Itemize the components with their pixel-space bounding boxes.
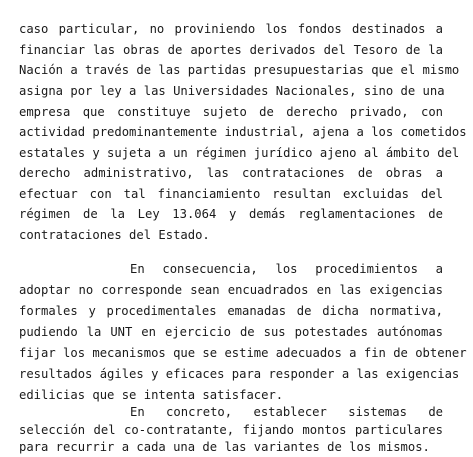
paragraph-1-line-2: financiar las obras de aportes derivados del Tesoro de la [19, 43, 443, 57]
paragraph-2-line-2: adoptar no corresponde sean encuadrados en las exigencias [19, 283, 443, 297]
paragraph-2-line-1: En consecuencia, los procedimientos a [130, 262, 443, 276]
paragraph-3-line-2: selección del co-contratante, fijando montos particulares [19, 423, 443, 437]
paragraph-1-line-11: contrataciones del Estado. [19, 228, 210, 242]
paragraph-2-line-7: edilicias que se intenta satisfacer. [19, 388, 284, 402]
paragraph-1-line-7: estatales y sujeta a un régimen jurídico ajeno al ámbito del [19, 146, 460, 160]
paragraph-1-line-4: asigna por ley a las Universidades Nacionales, sino de una [19, 84, 445, 98]
paragraph-1-line-5: empresa que constituye sujeto de derecho privado, con [19, 105, 443, 119]
paragraph-1-line-6: actividad predominantemente industrial, ajena a los cometidos [19, 125, 467, 139]
paragraph-3-line-3: para recurrir a cada una de las variantes de los mismos. [19, 440, 430, 454]
paragraph-2-line-3: formales y procedimentales emanadas de dicha normativa, [19, 304, 443, 318]
paragraph-1-line-3: Nación a través de las partidas presupuestarias que el mismo [19, 63, 460, 77]
paragraph-2-line-5: fijar los mecanismos que se estime adecuados a fin de obtener [19, 346, 467, 360]
paragraph-1-line-8: derecho administrativo, las contrataciones de obras a [19, 166, 443, 180]
paragraph-3-line-1: En concreto, establecer sistemas de [130, 405, 443, 419]
paragraph-2-line-4: pudiendo la UNT en ejercicio de sus potestades autónomas [19, 325, 443, 339]
paragraph-1-line-10: régimen de la Ley 13.064 y demás reglamentaciones de [19, 207, 443, 221]
paragraph-1-line-1: caso particular, no proviniendo los fondos destinados a [19, 22, 443, 36]
paragraph-1-line-9: efectuar con tal financiamiento resultan excluidas del [19, 187, 443, 201]
paragraph-2-line-6: resultados ágiles y eficaces para responder a las exigencias [19, 367, 460, 381]
